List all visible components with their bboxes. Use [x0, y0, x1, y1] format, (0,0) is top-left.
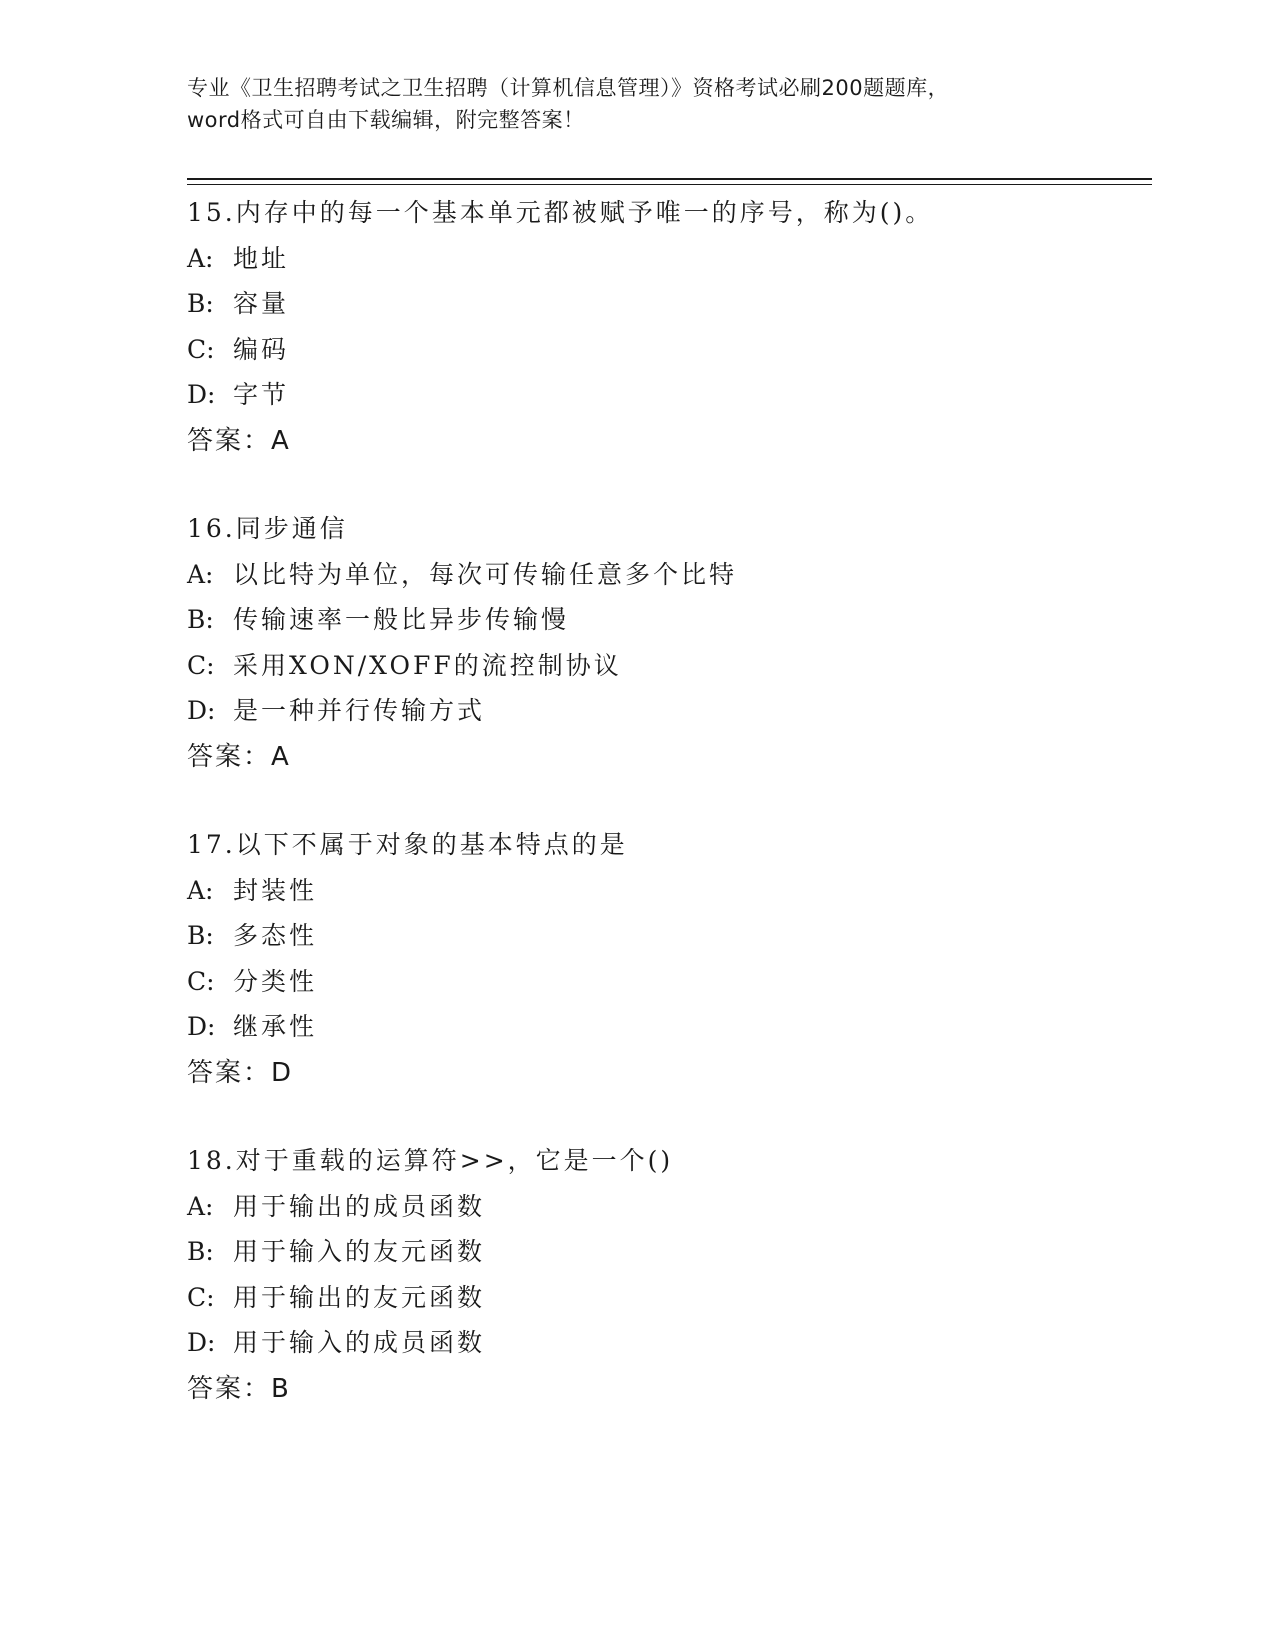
question-18: [187, 1138, 1147, 1412]
option-b: [187, 597, 1147, 643]
option-b: [187, 913, 1147, 959]
option-key: C:: [187, 650, 215, 680]
option-d: [187, 688, 1147, 734]
question-15: [187, 190, 1147, 464]
option-key: A:: [187, 875, 214, 905]
option-c: [187, 1275, 1147, 1321]
document-header: [187, 72, 1087, 136]
header-subtitle-line: word格式可自由下载编辑，附完整答案！: [187, 108, 585, 132]
answer-line: 答案：A: [187, 741, 291, 772]
option-key: A:: [187, 243, 214, 273]
option-text: 分类性: [233, 966, 318, 996]
option-a: [187, 236, 1147, 282]
option-key: A:: [187, 559, 214, 589]
answer-line: 答案：A: [187, 425, 291, 456]
option-c: [187, 643, 1147, 689]
question-17: [187, 822, 1147, 1096]
option-text: 地址: [233, 243, 290, 273]
option-key: D:: [187, 1328, 216, 1358]
header-divider-thick: [187, 178, 1152, 180]
option-text: 用于输入的友元函数: [233, 1237, 486, 1267]
option-key: B:: [187, 289, 214, 319]
option-a: [187, 1184, 1147, 1230]
option-key: D:: [187, 380, 216, 410]
option-text: 继承性: [233, 1012, 318, 1042]
question-list: [187, 190, 1147, 1454]
answer-line: 答案：D: [187, 1057, 294, 1088]
option-key: D:: [187, 696, 216, 726]
option-a: [187, 552, 1147, 598]
question-16: [187, 506, 1147, 780]
option-key: A:: [187, 1191, 214, 1221]
question-stem: 15.内存中的每一个基本单元都被赋予唯一的序号，称为()。: [187, 198, 934, 227]
option-a: [187, 868, 1147, 914]
option-key: B:: [187, 605, 214, 635]
option-b: [187, 1229, 1147, 1275]
option-text: 编码: [233, 334, 290, 364]
option-key: B:: [187, 921, 214, 951]
option-text: 封装性: [233, 875, 318, 905]
question-stem: 16.同步通信: [187, 513, 348, 543]
option-b: [187, 281, 1147, 327]
option-d: [187, 1004, 1147, 1050]
option-text: 字节: [233, 380, 290, 410]
option-key: D:: [187, 1012, 216, 1042]
question-stem: 17.以下不属于对象的基本特点的是: [187, 829, 628, 859]
option-key: C:: [187, 1282, 215, 1312]
option-text: 以比特为单位，每次可传输任意多个比特: [233, 559, 738, 589]
option-text: 用于输入的成员函数: [233, 1328, 486, 1358]
option-d: [187, 372, 1147, 418]
question-stem: 18.对于重载的运算符>>，它是一个(): [187, 1145, 674, 1175]
option-text: 多态性: [233, 921, 318, 951]
option-c: [187, 327, 1147, 373]
option-text: 用于输出的友元函数: [233, 1282, 486, 1312]
option-text: 用于输出的成员函数: [233, 1191, 486, 1221]
option-text: 是一种并行传输方式: [233, 696, 486, 726]
option-key: C:: [187, 966, 215, 996]
option-d: [187, 1320, 1147, 1366]
header-divider-thin: [187, 184, 1152, 185]
option-text: 采用XON/XOFF的流控制协议: [233, 650, 622, 680]
option-text: 容量: [233, 289, 290, 319]
option-key: B:: [187, 1237, 214, 1267]
option-c: [187, 959, 1147, 1005]
option-key: C:: [187, 334, 215, 364]
answer-line: 答案：B: [187, 1373, 291, 1404]
header-title-line: 专业《卫生招聘考试之卫生招聘（计算机信息管理）》资格考试必刷200题题库，: [187, 76, 950, 100]
option-text: 传输速率一般比异步传输慢: [233, 605, 570, 635]
